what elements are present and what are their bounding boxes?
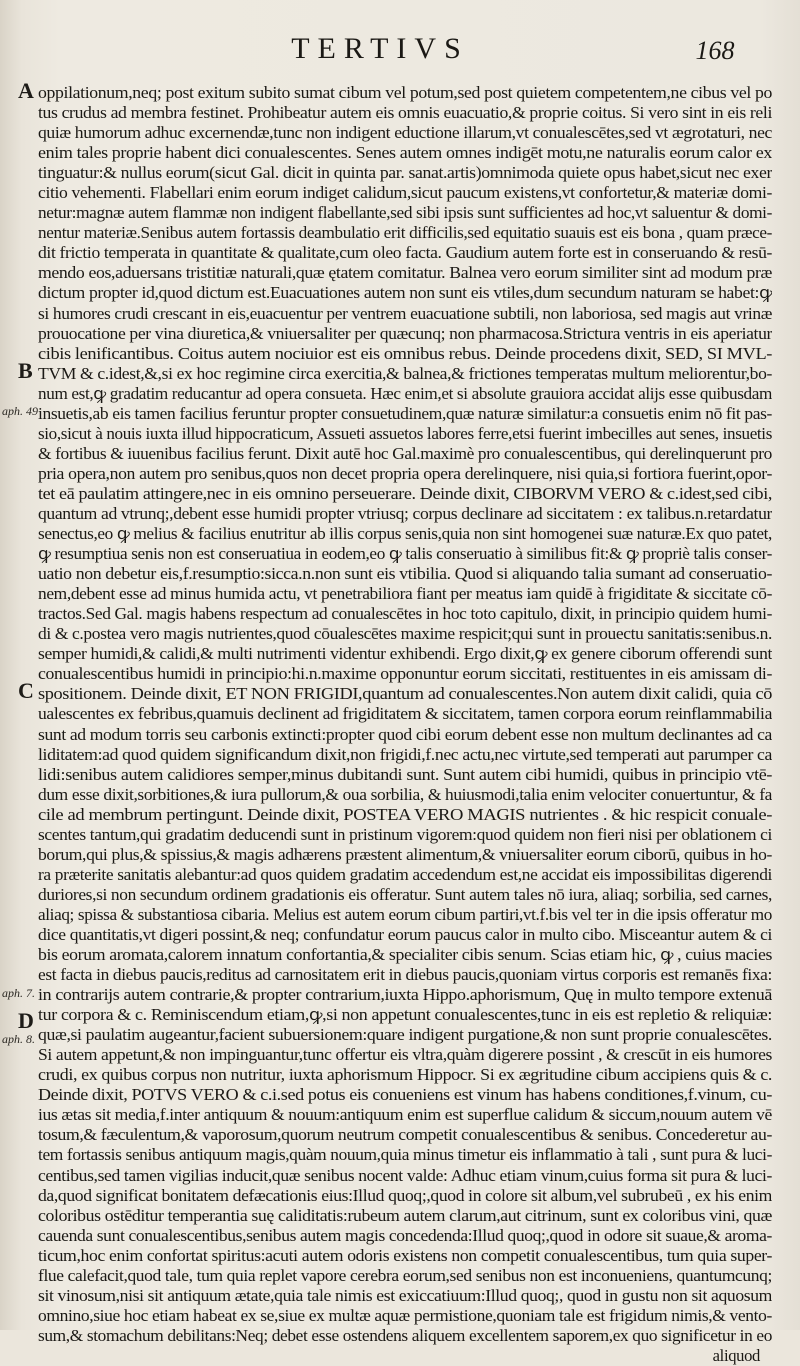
text-line-content: bis eorum aromata,calorem innatum confortantia,& specialiter cibis senum. Scias etiam hic, ꝙ , cuius macies [38,945,772,965]
text-line [38,725,772,745]
text-line-content: Si autem appetunt,& non impinguantur,tunc offertur eis vltra,quàm digerere possint , & crescūt in eis humores [38,1045,772,1065]
text-line-content: scentes tantum,qui gradatim deducendi sunt in pristinum vigorem:quod quidem non fieri nisi per oblationem ci [38,824,772,844]
text-line-content: aliquod [712,1345,760,1365]
text-line-content: tem fortassis senibus antiquum magis,quàm nouum,quia minus timetur eis inflammatio à tali , sunt pura & luci- [38,1145,772,1165]
text-line-content: spositionem. Deinde dixit, ET NON FRIGIDI,quantum ad conualescentes.Non autem dixit calidi, quia cō [38,684,772,704]
text-line [38,745,772,765]
text-line-content: centibus,sed tamen vigilias inducit,quæ senibus nocent valde: Adhuc etiam vinum,cuius forma sit pura & luci- [38,1165,772,1185]
text-line-content: flue calefacit,quod tale, tum quia replet vapore cerebra eorum,sed senibus non est inconueniens, quantumcunq; [38,1265,772,1285]
text-line [38,985,772,1005]
text-line-content: ticum,hoc enim confortat spiritus:acuti autem odoris existens non competit conualescentibus, tum quia super- [38,1245,772,1265]
text-line [38,364,772,384]
text-line [38,404,772,424]
text-line [38,805,772,825]
text-line-content: coloribus ostēditur temperantia suę caliditatis:rubeum autem clarum,aut citrinum, sunt ex coloribus vini, quæ [38,1205,772,1225]
text-line [38,945,772,965]
text-line [38,344,772,364]
text-line [38,644,772,664]
text-line-content: in contrarijs autem contrarie,& propter contrarium,iuxta Hippo.aphorismum, Quę in multo tempore extenuā [38,985,772,1005]
text-line [38,464,772,484]
text-line-content: tus crudus ad membra festinet. Prohibeatur autem eis omnis euacuatio,& proprie coitus. Si vero sint in eis reli [38,103,772,123]
text-line [38,1005,772,1025]
text-line [38,584,772,604]
text-line [38,203,772,223]
text-line [38,564,772,584]
text-line-content: pria opera,non autem pro senibus,quos non decet propria opera derelinquere, nisi quia,si fortiora fuerint,opor- [38,463,772,483]
text-line-content: cauenda sunt conualescentibus,senibus autem magis concedenda:Illud quoq;,quod in odore sit suaue,& aroma- [38,1225,772,1245]
text-line-content: semper humidi,& calidi,& multi nutrimenti videntur exhibendi. Ergo dixit,ꝙ ex genere ciborum offerendi sunt [38,644,772,664]
text-line [38,83,772,103]
text-line [38,1286,772,1306]
text-line-content: tet eā paulatim attingere,nec in eis omnino perseuerare. Deinde dixit, CIBORVM VERO & c.idest,sed cibi, [38,483,772,503]
text-line [38,825,772,845]
text-line [38,223,772,243]
text-line [38,123,772,143]
text-line [38,885,772,905]
text-line-content: ra præterite sanitatis alebantur:ad quos quidem gradatim accedendum est,ne accidat eis impossibilitas digerendi [38,864,772,884]
text-line [38,1025,772,1045]
margin-letter-c: C [18,678,34,703]
text-line-content: sunt ad modum torris seu carbonis extincti:propter quod cibi eorum debent esse non multum declinantes ad ca [38,724,772,744]
text-line-content: ꝙ resumptiua senis non est conseruatiua in eodem,eo ꝙ talis conseruatio à similibus fit:& ꝙ propriè talis conser- [38,544,772,564]
text-line [38,1326,772,1346]
running-head: TERTIVS [291,32,469,65]
text-line-content: quæ,si paulatim augeantur,facient subuersionem:quare indigent purgatione,& non sunt proprie conualescētes. [38,1025,772,1045]
page-header [0,30,800,70]
margin-note-aph-7: aph. 7. [2,986,35,1000]
text-line [38,1065,772,1085]
text-line [38,1246,772,1266]
text-line-content: omnino,siue hoc etiam habeat ex se,siue ex multæ aquæ permistione,quoniam tale est frigidum nimis,& vento- [38,1305,772,1325]
text-line-content: mendo eos,aduersans tristitiæ naturali,quæ ętatem comitatur. Balnea vero eorum similiter sint ad modum præ [38,263,772,283]
page-number: 168 [695,36,735,65]
text-line [38,163,772,183]
text-line [38,1166,772,1186]
text-line [38,704,772,724]
text-line-content: uatio non debetur eis,f.resumptio:sicca.n.non sunt eis vtibilia. Quod si aliquando talia sumant ad conseruatio- [38,564,772,584]
text-line-content: sit vinosum,nisi sit antiquum ætate,quia tale nimis est exiccatiuum:Illud quoq;, quod in gustu non sit aquosum [38,1285,772,1305]
text-line [38,424,772,444]
text-line [38,1085,772,1105]
text-line-content: da,quod significat bonitatem defæcationis eius:Illud quoq;,quod in colore sit album,vel subrubeū , ex his enim [38,1185,772,1205]
text-line [38,263,772,283]
text-line-content: & fortibus & iuuenibus facilius ferunt. Dixit autē hoc Gal.maximè pro conualescentibus, qui derelinquerunt pro [38,443,772,463]
text-line [38,143,772,163]
text-line-content: TVM & c.idest,&,si ex hoc regimine circa exercitia,& balnea,& frictiones temperatas multum meliorentur,bo- [38,363,772,383]
text-line-content: sum,& stomachum debilitans:Neq; debet esse ostendens aliquem excellentem saporem,ex quo significetur in eo [38,1325,772,1345]
text-line [38,1226,772,1246]
text-line-content: lidi:senibus autem calidiores semper,minus dubitandi sunt. Sunt autem cibi humidi, quibus in principio vtē- [38,764,772,784]
text-line-content: est facta in diebus paucis,reditus ad carnositatem erit in diebus paucis,quoniam virtus corporis est remanēs fixa: [38,965,772,985]
text-line-content: liditatem:ad quod quidem significandum dixit,non frigidi,f.nec actu,nec virtute,sed temperati aut parumper ca [38,744,772,764]
text-line [38,845,772,865]
text-line [38,664,772,684]
text-line-content: tosum,& fæculentum,& vaporosum,quorum neutrum competit conualescentibus & senibus. Concederetur au- [38,1125,772,1145]
text-line [38,1186,772,1206]
text-line [38,905,772,925]
text-line-content: quantum ad vtrunq;,debent esse humidi propter vtriusq; corpus declinare ad siccitatem : ex talibus.n.retardatur [38,503,772,523]
text-line-content: tractos.Sed Gal. magis habens respectum ad conualescētes in hoc toto capitulo, dixit, in principio quidem humi- [38,604,772,624]
text-line [38,1105,772,1125]
text-line [38,544,772,564]
text-line [38,765,772,785]
text-line [38,604,772,624]
text-line-content: tinguatur:& nullus eorum(sicut Gal. dicit in quinta par. sanat.artis)omnimoda quiete opus habet,sicut nec exer [38,163,772,183]
text-line [38,1266,772,1286]
text-line-content: dictum propter id,quod dictum est.Euacuationes autem non sunt eis vtiles,dum secundum naturam se habet:ꝙ [38,283,772,303]
text-line [38,324,772,344]
text-line-content: dum esse dixit,sorbitiones,& iura pullorum,& oua sorbilia, & huiusmodi,talia enim velociter conuertuntur, & fa [38,784,772,804]
text-line-content: conualescentibus humidi in principio:hi.n.maxime opponuntur eorum siccitati, restituentes in eis amissam di- [38,664,772,684]
text-line [38,1045,772,1065]
text-line-content: tur corpora & c. Reminiscendum etiam,ꝙ,si non appetunt conualescentes,tunc in eis est repletio & reliquiæ: [38,1005,772,1025]
text-line [38,304,772,324]
text-line [38,444,772,464]
text-line-content: netur:magnæ autem flammæ non indigent flabellante,sed sibi ipsis sunt sufficientes ad hoc,vt saluentur & domi- [38,203,772,223]
text-line-content: num est,ꝙ gradatim reducantur ad opera consueta. Hæc enim,et si absolute grauiora accidat alijs esse quibusdam [38,383,772,403]
text-line-content: cibis lenificantibus. Coitus autem nociuior est eis omnibus rebus. Deinde procedens dixit, SED, SI MVL- [38,343,772,363]
text-line-content: sio,sicut à nouis iuxta illud hippocraticum, Assueti assuetos labores ferre,etsi fuerint imbecilles aut senes, insuetis [38,423,772,443]
text-line [38,624,772,644]
text-line-content: borum,qui plus,& spissius,& magis adhærens præstent alimentum,& vniuersaliter eorum ciborū, quibus in ho- [38,844,772,864]
text-line-content: cile ad membrum pertingunt. Deinde dixit, POSTEA VERO MAGIS nutrientes . & hic respicit conuale- [38,804,772,824]
text-line [38,1206,772,1226]
text-line [38,965,772,985]
text-line [38,925,772,945]
text-line [38,1125,772,1145]
text-line [38,865,772,885]
text-line-content: dit frictio temperata in quantitate & qualitate,cum oleo facta. Gaudium autem forte est in conseruando & resū- [38,243,772,263]
text-line [38,1145,772,1165]
text-line-content: ius ætas sit media,f.inter antiquum & nouum:antiquum enim est superflue calidum & siccum,nouum autem vē [38,1105,772,1125]
margin-letter-a: A [18,78,34,103]
text-line-content: si humores crudi crescant in eis,euacuentur per ventrem euacuatione subtili, non laboriosa, sed magis aut vrinæ [38,303,772,323]
text-line [38,504,772,524]
text-line-content: prouocatione per vina diuretica,& vniuersaliter per quæcunq; non pharmacosa.Strictura ventris in eis aperiatur [38,323,772,343]
text-line [38,243,772,263]
text-line-content: nem,debent esse ad minus humida actu, vt penetrabiliora fiant per meatus iam quidē à frigiditate & siccitate cō- [38,584,772,604]
text-line-content: di & c.postea vero magis nutrientes,quod cōualescētes maxime respicit;qui sunt in prouectu sanitatis:senibus.n. [38,624,772,644]
text-line-content: oppilationum,neq; post exitum subito sumat cibum vel potum,sed post quietem competentem,ne cibus vel po [38,83,772,102]
margin-note-aph-8: aph. 8. [2,1032,35,1046]
text-line-content: aliaq; spissa & substantiosa cibaria. Melius est autem eorum cibum partiri,vt.f.bis vel ter in die ipsis offeratur mo [38,904,772,924]
text-line [38,384,772,404]
text-line [38,684,772,704]
text-line [38,283,772,303]
text-line-content: insuetis,ab eis tamen facilius feruntur propter consuetudinem,quæ naturæ similatur:a consuetis enim nō fit pas- [38,403,772,423]
text-line-content: citio vehementi. Flabellari enim eorum indiget calidum,sicut paucum existens,vt confortetur,& materiæ domi- [38,183,772,203]
text-line [38,1346,772,1366]
margin-letter-d: D [18,1008,34,1033]
text-line [38,103,772,123]
text-line-content: enim tales proprie habent dici conualescentes. Senes autem omnes indigēt motu,ne naturalis eorum calor ex [38,143,772,163]
text-line-content: nentur materiæ.Senibus autem fortassis deambulatio erit difficilis,sed equitatio suauis est eis bona , quam præce- [38,223,772,243]
text-line [38,1306,772,1326]
text-line [38,484,772,504]
text-line-content: duriores,si non secundum ordinem gradationis eis offeratur. Sunt autem tales nō iura, aliaq; sorbilia, sed carnes, [38,884,772,904]
text-line-content: senectus,eo ꝙ melius & facilius enutritur ab illis corpus senis,quia non sint homogenei suæ naturæ.Ex quo patet, [38,524,772,544]
text-line [38,524,772,544]
margin-note-aph-49: aph. 49 [2,404,38,418]
text-line-content: Deinde dixit, POTVS VERO & c.i.sed potus eis conueniens est vinum has habens conditiones,f.vinum, cu- [38,1085,772,1105]
text-line-content: ualescentes ex febribus,quamuis declinent ad frigiditatem & siccitatem, tamen corpora eorum reinflammabilia [38,704,772,724]
text-line-content: quiæ humorum adhuc excernendæ,tunc non indigent eductione illarum,vt conualescētes,sed vt ægrotaturi, nec [38,123,772,143]
text-line-content: crudi, ex quibus corpus non nutritur, iuxta aphorismum Hippocr. Si ex ægritudine cibum accipiens quis & c. [38,1065,772,1085]
margin-letter-b: B [18,358,33,383]
text-line [38,183,772,203]
text-line-content: dice quantitatis,vt digeri possint,& neq; confundatur eorum paucus calor in multo cibo. Misceantur autem & ci [38,924,772,944]
main-text-block [38,83,772,1366]
text-line [38,785,772,805]
